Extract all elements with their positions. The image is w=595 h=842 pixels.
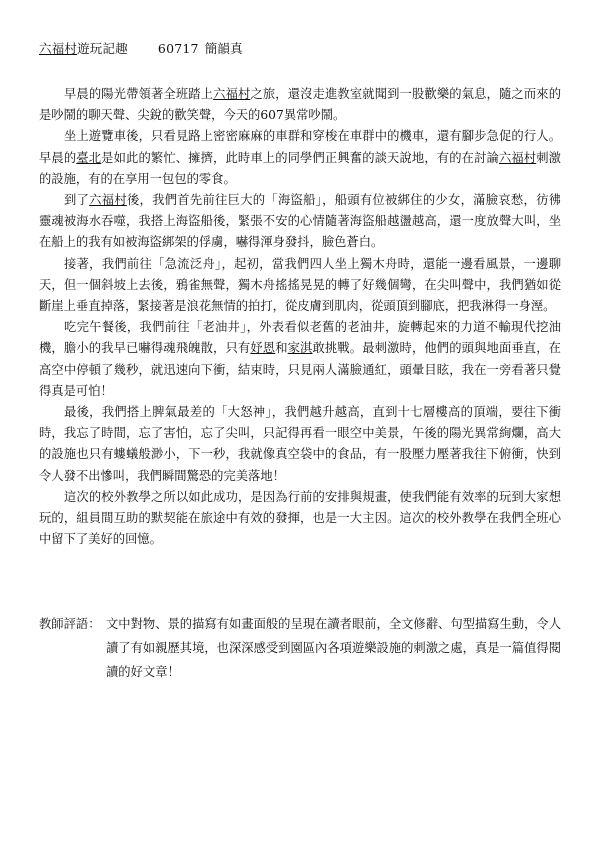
paragraph-text: 坐上遊覽車後，只看見路上密密麻麻的車群和穿梭在車群中的機車，還有腳步急促的行人。早晨的 [39,129,561,165]
student-name: 簡韻真 [204,41,243,56]
essay-paragraph [39,317,561,402]
essay-body [39,84,561,550]
proper-noun: 六福村 [213,87,251,101]
paragraph-text: 刺激的設施，有的在享用一包包的零食。 [39,150,561,186]
paragraph-text: 這次的校外教學之所以如此成功，是因為行前的安排與規畫，使我們能有效率的玩到大家想玩的，組員間互助的默契能在旅途中有效的發揮，也是一大主因。這次的校外教學在我們全班心中留下了美好的回憶。 [39,489,561,547]
teacher-comment [39,612,561,684]
paragraph-text: 接著，我們前往「急流泛舟」，起初，當我們四人坐上獨木舟時，還能一邊看風景，一邊聊天，但一個斜坡上去後，鴉雀無聲，獨木舟搖搖晃晃的轉了好幾個彎，在尖叫聲中，我們猶如從斷崖上垂直掉落，緊接著是浪花無情的拍打，從皮膚到肌肉，從頭頂到腳底，把我淋得一身溼。 [39,256,561,314]
paragraph-text: 之旅，還沒走進教室就聞到一股歡樂的氣息，隨之而來的是吵鬧的聊天聲、尖銳的歡笑聲，今天的607異常吵鬧。 [39,87,561,123]
student-id: 60717 [157,41,199,56]
essay-paragraph [39,487,561,551]
proper-noun: 六福村 [89,193,127,208]
paragraph-text: 到了 [64,193,90,208]
proper-noun: 臺北 [76,150,102,165]
proper-noun: 家淇 [287,341,313,356]
document-title [39,39,243,57]
paragraph-text: 最後，我們搭上脾氣最差的「大怒神」，我們越升越高，直到十七層樓高的頂端，要往下衝時，我忘了時間，忘了害怕，忘了尖叫，只記得再看一眼空中美景，午後的陽光異常絢爛，高大的設施也只有螻蟻般渺小，下一秒，我就像真空袋中的食品，有一股壓力壓著我往下俯衝，快到令人發不出慘叫，我們瞬間驚恐的完美落地！ [39,405,561,483]
paragraph-text: 是如此的繁忙、擁擠，此時車上的同學們正興奮的談天說地，有的在討論 [101,150,499,165]
essay-paragraph [39,402,561,487]
teacher-comment-text: 文中對物、景的描寫有如畫面般的呈現在讀者眼前，全文修辭、句型描寫生動，令人讀了有如親歷其境，也深深感受到園區內各項遊樂設施的刺激之處，真是一篇值得閱讀的好文章！ [106,617,561,679]
teacher-comment-label: 教師評語： [39,617,101,631]
paragraph-text: 後，我們首先前往巨大的「海盜船」，船頭有位被綁住的少女，滿臉哀愁，彷彿靈魂被海水吞噬，我搭上海盜船後，緊張不安的心情隨著海盜船越盪越高，還一度放聲大叫，坐在船上的我有如被海盜綁架的俘虜，嚇得渾身發抖，臉色蒼白。 [39,193,561,250]
paragraph-text: 敢挑戰。最刺激時，他們的頭與地面垂直，在高空中停頓了幾秒，就迅速向下衝，結束時，只見兩人滿臉通紅，頭暈目眩，我在一旁看著只覺得真是可怕！ [39,341,561,398]
essay-paragraph [39,254,561,318]
essay-paragraph [39,126,561,190]
paragraph-text: 早晨的陽光帶領著全班踏上 [64,87,214,101]
title-text: 遊玩記趣 [77,41,128,56]
paragraph-text: 和 [275,341,288,356]
paragraph-text: 吃完午餐後，我們前往「老油井」，外表看似老舊的老油井，旋轉起來的力道不輸現代挖油機，膽小的我早已嚇得魂飛魄散，只有 [39,320,561,356]
essay-paragraph [39,190,561,254]
proper-noun: 妤恩 [250,341,276,356]
title-place: 六福村 [39,41,78,56]
essay-paragraph [39,84,561,126]
proper-noun: 六福村 [498,150,537,165]
